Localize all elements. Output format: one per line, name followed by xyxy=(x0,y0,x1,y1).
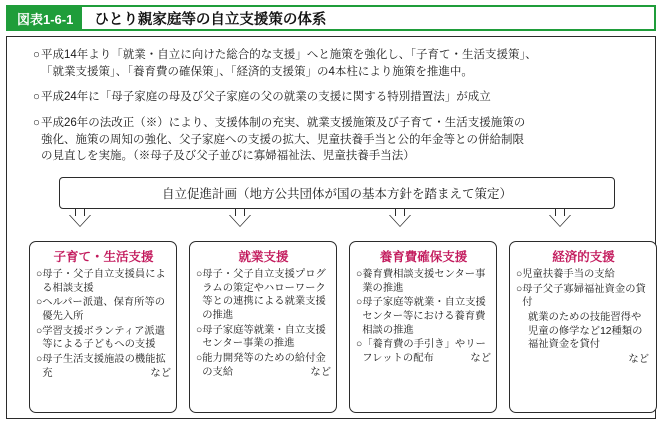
list-item xyxy=(356,338,491,365)
list-item xyxy=(36,325,171,352)
bullet-marker-icon: ○ xyxy=(196,324,203,336)
list-item xyxy=(356,268,491,295)
diagram-frame xyxy=(6,36,656,419)
bullet-marker-icon: ○ xyxy=(196,269,203,280)
intro-item-3-line-3: の見直しを実施。（※母子及び父子並びに寡婦福祉法、児童扶養手当法） xyxy=(40,150,415,163)
figure-title-bar xyxy=(6,5,656,31)
intro-item-2-line-1: 平成24年に「母子家庭の母及び父子家庭の父の就業の支援に関する特別措置法」が成立 xyxy=(40,91,491,104)
category-item-list xyxy=(196,268,331,380)
intro-item-2-text xyxy=(41,89,643,106)
intro-item-3-line-1: 平成26年の法改正（※）により、支援体制の充実、就業支援施策及び子育て・生活支援施策の xyxy=(40,117,526,130)
category-box-child-support-payment xyxy=(349,241,497,413)
category-item-list xyxy=(356,268,491,366)
intro-item-1-line-1: 平成14年より「就業・自立に向けた総合的な支援」へと施策を強化し、「子育て・生活支援策」、 xyxy=(40,49,537,61)
intro-item-2 xyxy=(33,89,643,106)
list-item-text: ヘルパー派遣、保育所等の優先入所 xyxy=(42,297,166,323)
bullet-marker-icon: ○ xyxy=(356,339,363,351)
list-item-text: 養育費相談支援センター事業の推進 xyxy=(362,269,486,294)
list-item-label: 能力開発等のための給付金の支給 xyxy=(202,353,326,378)
category-box-child-rearing-life-support xyxy=(29,241,177,413)
bullet-marker-icon: ○ xyxy=(356,297,363,309)
list-item-text: 就業のための技能習得や児童の修学など12種類の福祉資金を貸付 xyxy=(528,312,643,351)
bullet-marker-icon: ○ xyxy=(33,91,40,104)
etc-label: など xyxy=(628,354,649,366)
intro-item-3-text xyxy=(41,115,643,165)
bullet-marker-icon: ○ xyxy=(516,283,523,295)
list-item xyxy=(516,268,651,282)
bullet-marker-icon: ○ xyxy=(36,354,43,366)
intro-item-1-line-2: 「就業支援策」、「養育費の確保策」、「経済的支援策」の4本柱により施策を推進中。 xyxy=(40,65,473,78)
category-title: 就業支援 xyxy=(238,250,289,264)
bullet-marker-icon: ○ xyxy=(33,49,40,61)
list-item xyxy=(196,268,331,323)
category-box-employment-support xyxy=(189,241,337,413)
category-title: 養育費確保支援 xyxy=(379,250,468,264)
bullet-marker-icon: ○ xyxy=(36,269,43,280)
list-item-text xyxy=(202,352,331,379)
etc-label: など xyxy=(470,353,491,365)
list-item-label: 「養育費の手引き」やリーフレットの配布 xyxy=(362,339,486,365)
list-item-text: 母子家庭等就業・自立支援センター等における養育費相談の推進 xyxy=(362,297,486,336)
etc-label: など xyxy=(150,367,171,379)
category-item-list xyxy=(516,268,651,367)
category-item-list xyxy=(36,268,171,381)
list-item xyxy=(36,268,171,295)
category-box-economic-support xyxy=(509,241,657,413)
bullet-marker-icon: ○ xyxy=(196,353,203,365)
bullet-marker-icon: ○ xyxy=(36,297,43,309)
list-item-text: 母子・父子自立支援プログラムの策定やハローワーク等との連携による就業支援の推進 xyxy=(202,269,326,322)
intro-block xyxy=(33,47,643,174)
list-item-text: 児童扶養手当の支給 xyxy=(522,269,615,280)
intro-item-1 xyxy=(33,47,643,80)
list-item-label: 母子生活支援施設の機能拡充 xyxy=(42,354,166,379)
plan-band-label: 自立促進計画（地方公共団体が国の基本方針を踏まえて策定） xyxy=(161,187,512,201)
category-title: 子育て・生活支援 xyxy=(53,250,154,264)
bullet-marker-icon: ○ xyxy=(516,269,523,280)
intro-item-1-text xyxy=(41,47,643,80)
list-item-text: 学習支援ボランティア派遣等による子どもへの支援 xyxy=(42,325,165,351)
bullet-marker-icon: ○ xyxy=(356,269,363,280)
bullet-marker-icon: ○ xyxy=(33,117,40,130)
etc-label: など xyxy=(310,366,331,378)
list-item xyxy=(36,296,171,323)
list-item-text: 母子家庭等就業・自立支援センター事業の推進 xyxy=(202,324,326,350)
figure-number-tag: 図表1-6-1 xyxy=(8,7,82,29)
list-item-text xyxy=(42,353,171,380)
plan-band xyxy=(59,177,615,209)
bullet-marker-icon: ○ xyxy=(36,325,43,337)
list-item-text: 母子父子寡婦福祉資金の貸付 xyxy=(522,283,646,309)
list-item xyxy=(196,324,331,351)
list-item xyxy=(36,353,171,380)
list-item xyxy=(356,296,491,337)
intro-item-3-line-2: 強化、施策の周知の強化、父子家庭への支援の拡大、児童扶養手当と公的年金等との併給制限 xyxy=(40,133,524,146)
list-item-sub xyxy=(516,311,651,352)
page-title: ひとり親家庭等の自立支援策の体系 xyxy=(94,11,327,28)
intro-item-3 xyxy=(33,115,643,165)
list-item xyxy=(196,352,331,379)
list-item-text: 母子・父子自立支援員による相談支援 xyxy=(42,269,166,294)
list-item xyxy=(516,283,651,310)
list-item-text xyxy=(362,338,491,365)
category-title: 経済的支援 xyxy=(552,250,615,264)
